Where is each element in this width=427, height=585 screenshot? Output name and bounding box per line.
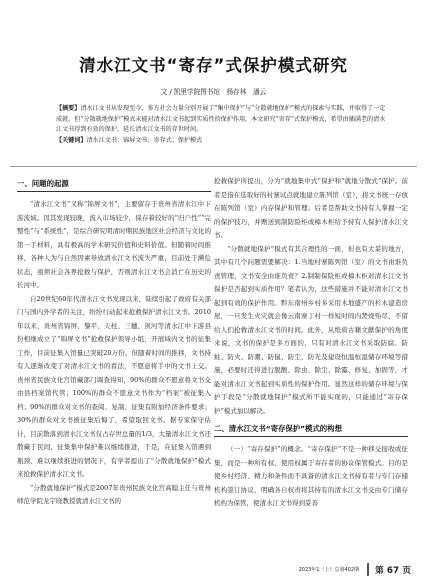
abstract-divider (10, 166, 417, 167)
page-number: 第 67 页 (367, 563, 411, 576)
section-heading-2: 二、清水江文书“寄存保护”模式的构想 (214, 421, 408, 437)
abstract-text: 清水江文书从发现至今，多方社会力量分别开展了“集中保护”与“分散就地保护”模式的探索与实践，并取得了一定成就。但“分散就地保护”模式未能对清水江文书起到实质性的保护作用。本文研究“寄存”式保护模式，希望由插满老的清水江文书得到有效的保护，延长清水江文书的存世时间。 (56, 105, 386, 134)
body-paragraph: “分散就地保护”模式是2007年贵州民族文化宫高聪主任与贵州师范学院龙宇晓教授就清水江文书的 (17, 483, 211, 505)
section-heading-1: 一、问题的起源 (17, 176, 211, 192)
abstract-label: 【摘要】 (56, 105, 81, 112)
article-authors: 文 / 凯里学院图书馆 杨存林 潘云 (160, 88, 267, 96)
right-column (214, 173, 408, 556)
left-column (17, 173, 211, 556)
body-paragraph: 自20世纪60年代清水江文书发现以来，陆续引起了政府有关部门与国内外学者的关注，纷纷行动起来抢救保护清水江文书。2010年以来，贵州省锦屏、黎平、天柱、三穗、剑河等清水江中下游县份相继成立了“锦屏文书”抢救保护领导小组，开展域内文书的征集工作，目前征集入馆量已突破20万份。但随着时间的推移，文书持有人逐渐改变了对清水江文书的看法，不愿意将手中的文书上交。贵州省民族文化宫馆藏部门调查得知，90%的群众不愿意将文书交由县档案馆代管；100%的群众不愿意文书作为“档案”被征集入档；90%的群众对文书的查阅、复制、征集有附加经济条件要求；30%的群众对文书被征集后悔了，希望取回文书。据专家保守估计，目前散落到清水江文书仅占存世总量的1/3，大量清水江文书还散藏于民间，征集集中保护难以继续推进，于是，在征集入馆遇到瓶颈、难以继续推进的情况下，有学者提出了“分散就地保护”模式来抢救保护清水江文书。 (17, 294, 211, 478)
issue-info: 2023年1（上）总第402期 (298, 566, 360, 573)
body-paragraph: “清水江文书”又称“锦屏文书”，主要留存于贵州省清水江中下游流域。因其发现较晚，流入市场较少，保存着较好的“归户性”“完整性”与“系统性”，是综合研究明清时期民族地区社会经济与文化的第一手材料，具有极高的学术研究价值和史料价值。但随着时间推移，各种人为与自然因素导致清水江文书流失严重，目前处于濒危状态，亟须社会各界抢救与保护，否则清水江文书会消亡在历史的长河中。 (17, 200, 211, 289)
body-paragraph: （一）“寄存保护”的概念。“寄存保护”不是一种移交接收或征集，而是一种所有权、使用权属于寄存者的协议保管模式。目的是使乡村经济、精力和条件而不具备的清水江文书持有者与专门存储机构签订协议，明确各自权责将其持有的清水江文书交由专门储存机构为保管，使清水江文书得到妥善 (214, 445, 408, 507)
abstract-block (56, 104, 388, 162)
article-title: 清水江文书“寄存”式保护模式研究 (79, 56, 348, 75)
keywords-text: 清水江文书；锦屏文书；寄存式；保护模式 (86, 136, 203, 144)
keywords-label: 【关键词】 (56, 136, 87, 144)
page-footer (299, 562, 411, 576)
body-paragraph: “分散就地保护”模式有其合理性的一面，但也有大妥的地方，其中有几个问题需要解决：1.当地村寨陈列馆（室）的文书由谁负责管理，文书安全由谁负责？2.制制保险柜或樟木柜对清水江文书保护是否起到实质作用？笔者认为，这些措施并不能对清水江文书起到有效的保护作用。黔东南州乡村多采用木地盛产的杉木建造房屋，一旦发生火灾就会像云南寨丁村一样短时间内焚烧殆尽，不留给人们抢救清水江文书的时间。此外，从纸质古籍文献保护的角度来说，文书的保护是多方面的，只有对清水江文书采取防腐、防蛀、防火、防潮、防鼠、防尘、防光及建设恒温恒湿储存环境等措施，必要时还得进行脱酸、除虫、除尘、除霉、修复、加固等，才能对清水江文书起到实质性的保护作用。显然这样的储存环境与保护手段是“分散就地保护”模式所不能实现的，只能通过“寄存保护”模式加以解决。 (214, 244, 408, 415)
body-paragraph: 抢救保护所提出，分为“就地集中式”保护和“就地分散式”保护。前者是指在选取好的村寨试点就地建立陈列馆（室），将文书统一存放在陈列馆（室）内存保护和管理；后者是帮助文书持有人掌握一定的保护技巧，并赠送到制防险柜或樟木柜给予持有人保护清水江文书。 (214, 177, 408, 239)
